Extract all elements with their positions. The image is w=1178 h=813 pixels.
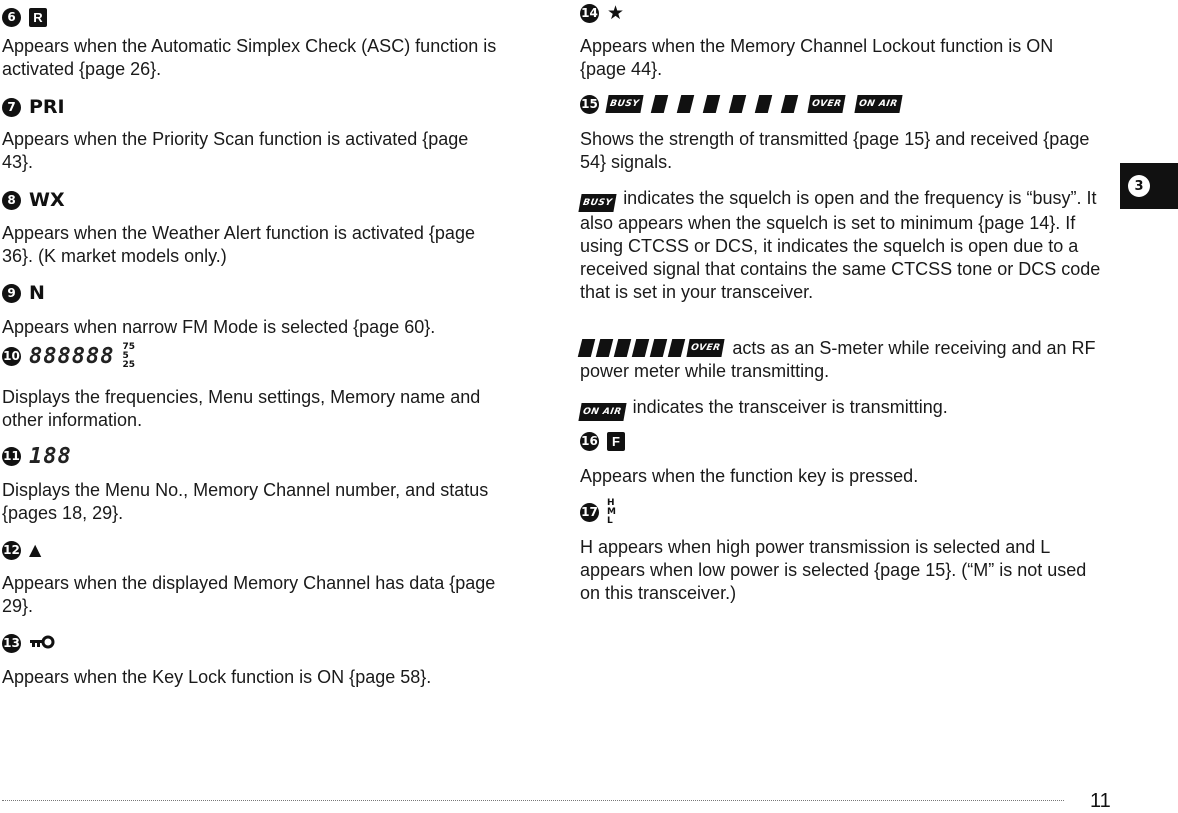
star-icon: ★: [607, 1, 625, 24]
meter-segment-icon: [632, 339, 649, 357]
item-7-heading: [2, 94, 65, 120]
meter-segment-icon: [596, 339, 613, 357]
meter-segment-icon: [703, 95, 720, 113]
item-number: 15: [580, 95, 599, 114]
item-13-description: Appears when the Key Lock function is ON {page 58}.: [2, 667, 432, 687]
item-12-description: Appears when the displayed Memory Channel has data {page 29}.: [2, 573, 496, 616]
frequency-step-suffix-icon: 75 5 25: [122, 341, 136, 370]
item-15-description: Shows the strength of transmitted {page 15} and received {page 54} signals.: [580, 129, 1090, 172]
meter-segment-icon: [578, 339, 595, 357]
meter-segment-icon: [668, 339, 685, 357]
item-13-heading: [2, 630, 55, 656]
item-14-description: Appears when the Memory Channel Lockout function is ON {page 44}.: [580, 36, 1054, 79]
on-air-icon: ON AIR: [578, 403, 626, 421]
channel-digits-icon: 188: [29, 443, 72, 469]
on-air-icon: ON AIR: [854, 95, 902, 113]
item-number: 6: [2, 8, 21, 27]
chapter-tab: [1120, 163, 1178, 209]
meter-segment-icon: [755, 95, 772, 113]
over-icon: OVER: [808, 95, 847, 113]
item-number: 10: [2, 347, 21, 366]
item-8-description: Appears when the Weather Alert function is activated {page 36}. (K market models only.): [2, 223, 475, 266]
item-number: 9: [2, 284, 21, 303]
item-17-description: H appears when high power transmission is selected and L appears when low power is selected {page 15}. (“M” is not used on this transceiver.): [580, 537, 1087, 603]
s-meter-icons: [580, 339, 726, 357]
item-8-heading: [2, 187, 65, 213]
item-7-description: Appears when the Priority Scan function is activated {page 43}.: [2, 129, 469, 172]
busy-note: BUSY indicates the squelch is open and the frequency is “busy”. It also appears when the squelch is set to minimum {page 14}. If using CTCSS or DCS, it indicates the squelch is open due to a received signal that contains the same CTCSS tone or DCS code that is set in your transceiver.: [580, 188, 1101, 302]
item-12-heading: [2, 537, 41, 563]
item-14-heading: [580, 0, 624, 26]
item-10-heading: [2, 343, 135, 369]
item-9-heading: [2, 280, 45, 306]
item-11-heading: [2, 443, 72, 469]
item-10-description: Displays the frequencies, Menu settings, Memory name and other information.: [2, 387, 481, 430]
weather-alert-icon: WX: [29, 188, 65, 211]
function-key-icon: F: [607, 432, 625, 451]
item-number: 8: [2, 191, 21, 210]
item-number: 13: [2, 634, 21, 653]
item-16-heading: [580, 428, 625, 454]
item-17-heading: [580, 494, 616, 530]
frequency-digits-icon: 888888: [29, 343, 115, 369]
smeter-note: OVER acts as an S-meter while receiving and an RF power meter while transmitting.: [580, 337, 1110, 383]
item-number: 16: [580, 432, 599, 451]
key-lock-icon: [29, 635, 55, 651]
busy-icon: BUSY: [605, 95, 643, 113]
item-6-heading: [2, 4, 47, 30]
meter-segment-icon: [677, 95, 694, 113]
item-6-description: Appears when the Automatic Simplex Check (ASC) function is activated {page 26}.: [2, 36, 497, 79]
item-9-description: Appears when narrow FM Mode is selected {page 60}.: [2, 317, 436, 337]
power-level-icon: H M L: [607, 497, 616, 526]
item-15-heading: [580, 91, 903, 117]
meter-segment-icon: [729, 95, 746, 113]
meter-segment-icon: [614, 339, 631, 357]
narrow-fm-icon: N: [29, 281, 45, 304]
on-air-note: ON AIR indicates the transceiver is transmitting.: [580, 396, 1110, 421]
item-16-description: Appears when the function key is pressed.: [580, 466, 919, 486]
meter-segment-icon: [651, 95, 668, 113]
page-number: 11: [1090, 790, 1111, 812]
asc-indicator-icon: R: [29, 8, 47, 27]
item-number: 11: [2, 447, 21, 466]
item-number: 12: [2, 541, 21, 560]
busy-icon: BUSY: [578, 194, 616, 212]
item-number: 14: [580, 4, 599, 23]
chapter-number: 3: [1128, 175, 1150, 197]
meter-segment-icon: [650, 339, 667, 357]
priority-indicator-icon: PRI: [29, 95, 65, 118]
meter-segment-icon: [781, 95, 798, 113]
item-11-description: Displays the Menu No., Memory Channel number, and status {pages 18, 29}.: [2, 480, 489, 523]
item-number: 7: [2, 98, 21, 117]
over-icon: OVER: [686, 339, 725, 357]
triangle-up-icon: ▲: [29, 540, 42, 559]
footer-rule: [2, 800, 1064, 801]
item-number: 17: [580, 503, 599, 522]
